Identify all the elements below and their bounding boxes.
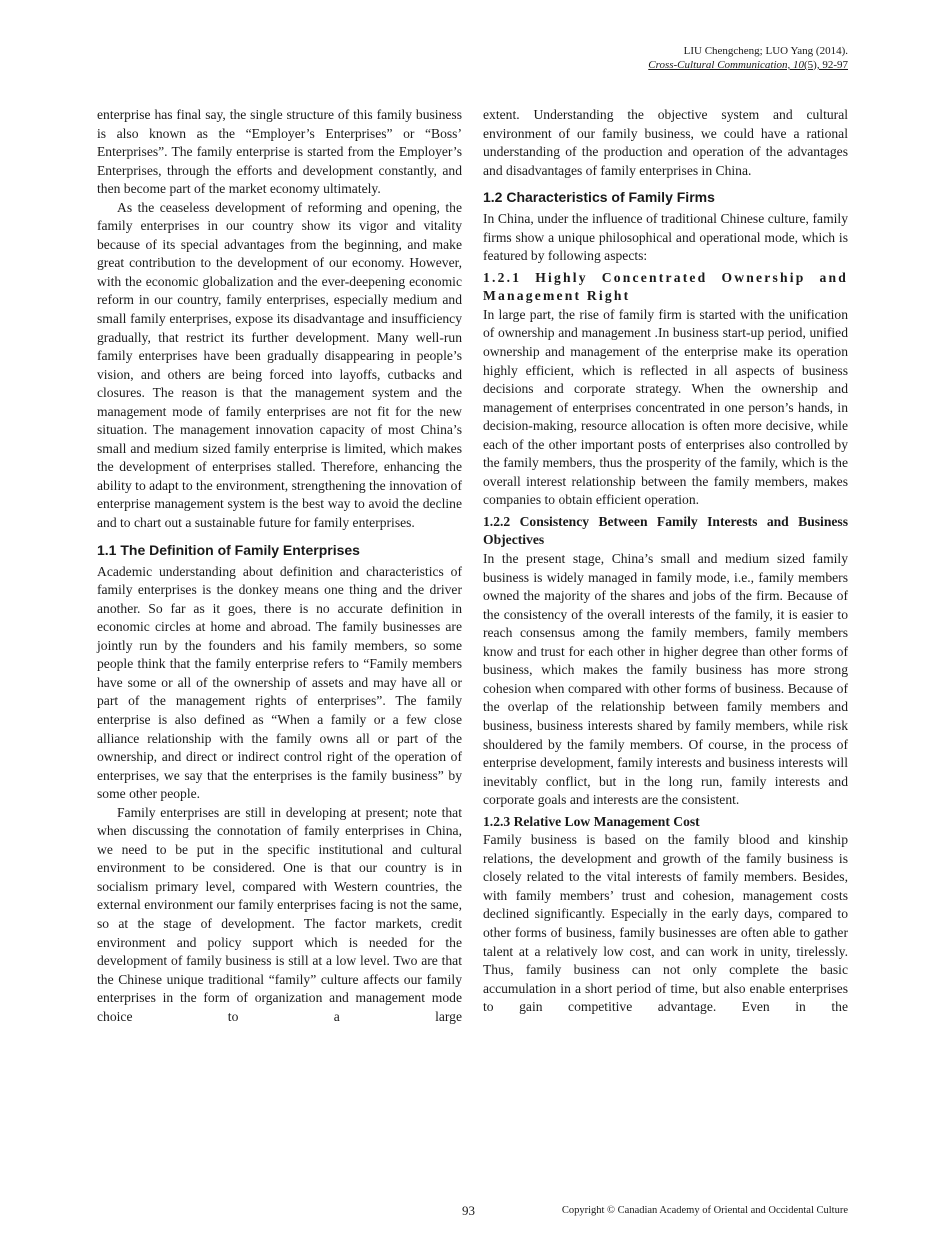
paragraph: enterprise has final say, the single structure of this family business is also known as the “Employer’s Enterprises” or “Boss’ Enterprises”. The family enterprise is started from the Employer’s Enterprises, through the efforts and development constantly, and then become part of the market economy ultimately. (97, 107, 462, 197)
issue-pages: (5), 92-97 (804, 59, 848, 71)
paragraph: extent. Understanding the objective system and cultural environment of our family business, we could have a rational understanding of the production and operation of the advantages and disadvantages of family enterprises in China. (483, 107, 848, 178)
subsection-heading: 1.2.3 Relative Low Management Cost (483, 813, 700, 829)
page-number: 93 (462, 1203, 475, 1218)
section-heading: 1.1 The Definition of Family Enterprises (97, 541, 360, 558)
paragraph: In large part, the rise of family firm is started with the unification of ownership and management .In business start-up period, unified ownership and management of the enterprise make its operation highly efficient, which is reflected in all aspects of business decisions and corporate strategy. When the ownership and management of enterprises concentrated in one person’s hands, in decision-making, resource allocation is often more decisive, while each of the other important posts of enterprises also controlled by the family members, thus the prosperity of the family, which is the overall interest relationship between the family members, makes companies to obtain efficient operation. (483, 306, 848, 508)
volume: 10 (793, 59, 804, 71)
paragraph: As the ceaseless development of reforming and opening, the family enterprises in our country show its vigor and vitality because of its special advantages from the beginning, and make great contribution to the development of our economy. However, with the economic globalization and the ever-deepening economic reform in our country, family enterprises, especially medium and small family enterprises, expose its disadvantage and insufficiency gradually, that restrict its further development. Many well-run family enterprises have been gradually disappearing in people’s vision, and others are being forced into layoffs, cutbacks and closures. The reason is that the management system and the management mode of family enterprises are not fit for the new situation. The management innovation capacity of most China’s small and medium sized family enterprise is limited, which makes the development of enterprises stalled. Therefore, enhancing the ability to adapt to the environment, strengthening the innovation of enterprise management system is the best way to avoid the decline and to chart out a sustainable future for family enterprises. (97, 199, 462, 531)
left-column (97, 106, 462, 1026)
running-header (648, 44, 848, 72)
paragraph: Academic understanding about definition and characteristics of family enterprises is the donkey means one thing and the driver another. So far as it goes, there is no accurate definition in economic circles at home and abroad. The family businesses are jointly run by the founders and his family members, so some people think that the family enterprise refers to “Family members have some or all of the ownership of assets and may have all or part of the management rights of enterprises”. The family enterprise is also defined as “When a family or a few close alliance relationship with the family owns all or part of the ownership, and direct or indirect control right of the operation of enterprises, we say that the enterprises is the family business” by some other people. (97, 563, 462, 802)
paragraph: Family business is based on the family blood and kinship relations, the development and growth of the family business is closely related to the vital interests of family members. Besides, with family members’ trust and cohesion, management costs declined significantly. Especially in the early days, compared to other forms of business, family businesses are often able to gather talent at a relatively low cost, and can work in unity, tirelessly. Thus, family business can not only complete the basic accumulation in a short period of time, but also enable enterprises to gain competitive advantage. Even in the (483, 832, 848, 1015)
journal-reference (648, 58, 848, 72)
paragraph: In the present stage, China’s small and medium sized family business is widely managed in family mode, i.e., family members owned the majority of the shares and jobs of the firm. Because of the consistency of the overall interests of the family, it is easier to reach consensus among the family members, family members know and trust for each other in higher degree than other forms of business, which makes the family business has more strong cohesion when compared with other forms of business. Because of the overlap of the relationship between family members and business, business interests shared by family members, while risk shouldered by the family members. Of course, in the process of enterprise development, family interests and business interests will inevitably conflict, but in the long run, family interests and corporate goals and interests are the consistent. (483, 551, 848, 808)
copyright-notice: Copyright © Canadian Academy of Oriental and Occidental Culture (561, 1205, 848, 1216)
right-column (483, 106, 848, 1017)
section-heading: 1.2 Characteristics of Family Firms (483, 189, 715, 206)
subsection-heading: 1.2.1 Highly Concentrated Ownership and Management Right (483, 269, 848, 304)
citation: LIU Chengcheng; LUO Yang (2014). (683, 45, 848, 57)
subsection-heading: 1.2.2 Consistency Between Family Interests and Business Objectives (483, 513, 848, 548)
paragraph: Family enterprises are still in developing at present; note that when discussing the connotation of family enterprises in China, we need to be put in the specific institutional and cultural environment to be considered. One is that our country is in socialism primary level, compared with Western countries, the external environment our family enterprises facing is not the same, so at the stage of development. The factor markets, credit environment and policy support which is needed for the development of family business is still at a low level. Two are that the Chinese unique traditional “family” culture affects our family enterprises in the form of organization and management mode choice to a large (97, 804, 462, 1024)
paragraph: In China, under the influence of traditional Chinese culture, family firms show a unique philosophical and operational mode, which is featured by following aspects: (483, 211, 848, 264)
journal-name: Cross-Cultural Communication, (648, 59, 793, 71)
